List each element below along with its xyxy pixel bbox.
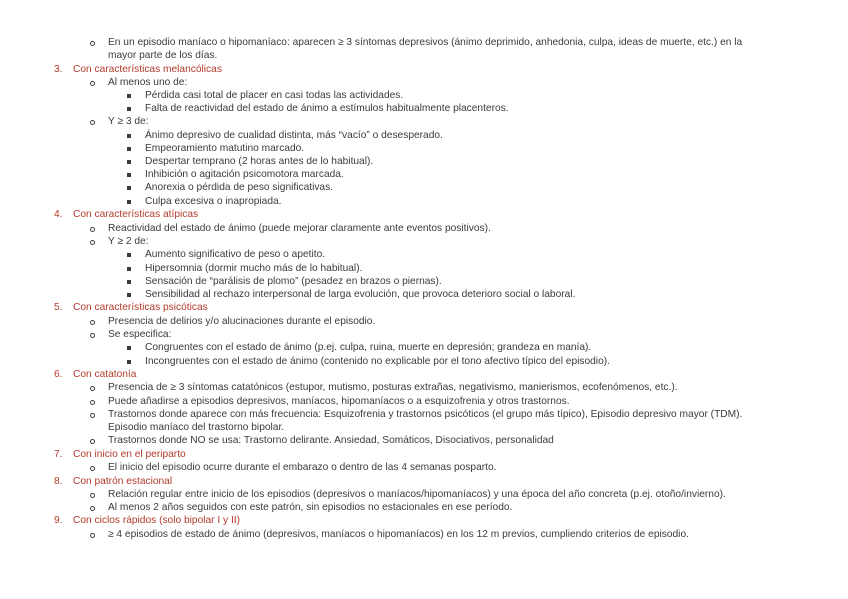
- sub-list-item-text: Pérdida casi total de placer en casi todas las actividades.: [145, 90, 404, 101]
- list-item-text: Presencia de delirios y/o alucinaciones durante el episodio.: [108, 316, 376, 327]
- sub-list-item-text: Anorexia o pérdida de peso significativas.: [145, 182, 334, 193]
- section-title: Con ciclos rápidos (solo bipolar I y II): [73, 515, 241, 526]
- section-number: 4.: [54, 209, 63, 220]
- section-number: 5.: [54, 302, 63, 313]
- hollow-bullet-icon: [90, 333, 95, 338]
- sub-list-item-text: Sensación de “parálisis de plomo” (pesadez en brazos o piernas).: [145, 276, 442, 287]
- square-bullet-icon: [127, 200, 131, 204]
- square-bullet-icon: [127, 186, 131, 190]
- hollow-bullet-icon: [90, 466, 95, 471]
- square-bullet-icon: [127, 147, 131, 151]
- section-title: Con inicio en el periparto: [73, 449, 186, 460]
- section-title: Con características psicóticas: [73, 302, 208, 313]
- square-bullet-icon: [127, 94, 131, 98]
- list-item-text: Episodio maníaco del trastorno bipolar.: [108, 422, 285, 433]
- list-item-text: ≥ 4 episodios de estado de ánimo (depresivos, maníacos o hipomaníacos) en los 12 m previos, cumpliendo criterios de episodio.: [108, 529, 689, 540]
- hollow-bullet-icon: [90, 41, 95, 46]
- square-bullet-icon: [127, 360, 131, 364]
- hollow-bullet-icon: [90, 120, 95, 125]
- square-bullet-icon: [127, 253, 131, 257]
- sub-list-item-text: Congruentes con el estado de ánimo (p.ej. culpa, ruina, muerte en depresión; grandeza en manía).: [145, 342, 592, 353]
- square-bullet-icon: [127, 107, 131, 111]
- square-bullet-icon: [127, 293, 131, 297]
- list-item-text: Trastornos donde aparece con más frecuencia: Esquizofrenia y trastornos psicóticos (el grupo más típico), Episodio depresivo mayor (TDM).: [108, 409, 743, 420]
- square-bullet-icon: [127, 346, 131, 350]
- section-title: Con características atípicas: [73, 209, 199, 220]
- sub-list-item-text: Incongruentes con el estado de ánimo (contenido no explicable por el tono afectivo típico del episodio).: [145, 356, 610, 367]
- hollow-bullet-icon: [90, 400, 95, 405]
- list-item-text: Y ≥ 3 de:: [108, 116, 149, 127]
- list-item-text: Se especifica:: [108, 329, 172, 340]
- sub-list-item-text: Hipersomnia (dormir mucho más de lo habitual).: [145, 263, 363, 274]
- square-bullet-icon: [127, 173, 131, 177]
- section-title: Con catatonía: [73, 369, 137, 380]
- section-title: Con patrón estacional: [73, 476, 173, 487]
- square-bullet-icon: [127, 280, 131, 284]
- list-item-text: Presencia de ≥ 3 síntomas catatónicos (estupor, mutismo, posturas extrañas, negativismo, manierismos, ecofenómenos, etc.).: [108, 382, 678, 393]
- sub-list-item-text: Ánimo depresivo de cualidad distinta, más “vacío” o desesperado.: [145, 130, 443, 141]
- square-bullet-icon: [127, 267, 131, 271]
- hollow-bullet-icon: [90, 386, 95, 391]
- list-item-text: Y ≥ 2 de:: [108, 236, 149, 247]
- hollow-bullet-icon: [90, 533, 95, 538]
- sub-list-item-text: Despertar temprano (2 horas antes de lo habitual).: [145, 156, 374, 167]
- sub-list-item-text: Aumento significativo de peso o apetito.: [145, 249, 326, 260]
- hollow-bullet-icon: [90, 493, 95, 498]
- square-bullet-icon: [127, 160, 131, 164]
- section-title: Con características melancólicas: [73, 64, 222, 75]
- list-item-text: En un episodio maníaco o hipomaníaco: aparecen ≥ 3 síntomas depresivos (ánimo deprimido, anhedonia, culpa, ideas de muerte, etc.) en la: [108, 37, 743, 48]
- sub-list-item-text: Sensibilidad al rechazo interpersonal de larga evolución, que provoca deterioro social o laboral.: [145, 289, 576, 300]
- section-number: 9.: [54, 515, 63, 526]
- sub-list-item-text: Empeoramiento matutino marcado.: [145, 143, 305, 154]
- sub-list-item-text: Falta de reactividad del estado de ánimo a estímulos habitualmente placenteros.: [145, 103, 509, 114]
- hollow-bullet-icon: [90, 81, 95, 86]
- hollow-bullet-icon: [90, 413, 95, 418]
- list-item-text: El inicio del episodio ocurre durante el embarazo o dentro de las 4 semanas posparto.: [108, 462, 497, 473]
- list-item-text: Puede añadirse a episodios depresivos, maníacos, hipomaníacos o a esquizofrenia y otros trastornos.: [108, 396, 570, 407]
- square-bullet-icon: [127, 134, 131, 138]
- sub-list-item-text: Culpa excesiva o inapropiada.: [145, 196, 282, 207]
- list-item-text: Trastornos donde NO se usa: Trastorno delirante. Ansiedad, Somáticos, Disociativos, personalidad: [108, 435, 554, 446]
- list-item-text: Relación regular entre inicio de los episodios (depresivos o maníacos/hipomaníacos) y una época del año concreta (p.ej. otoño/invierno).: [108, 489, 726, 500]
- section-number: 7.: [54, 449, 63, 460]
- list-item-text: Al menos uno de:: [108, 77, 188, 88]
- section-number: 6.: [54, 369, 63, 380]
- sub-list-item-text: Inhibición o agitación psicomotora marcada.: [145, 169, 344, 180]
- section-number: 3.: [54, 64, 63, 75]
- list-item-text: mayor parte de los días.: [108, 50, 218, 61]
- hollow-bullet-icon: [90, 506, 95, 511]
- list-item-text: Reactividad del estado de ánimo (puede mejorar claramente ante eventos positivos).: [108, 223, 491, 234]
- hollow-bullet-icon: [90, 227, 95, 232]
- hollow-bullet-icon: [90, 439, 95, 444]
- hollow-bullet-icon: [90, 240, 95, 245]
- list-item-text: Al menos 2 años seguidos con este patrón, sin episodios no estacionales en ese período.: [108, 502, 513, 513]
- hollow-bullet-icon: [90, 320, 95, 325]
- section-number: 8.: [54, 476, 63, 487]
